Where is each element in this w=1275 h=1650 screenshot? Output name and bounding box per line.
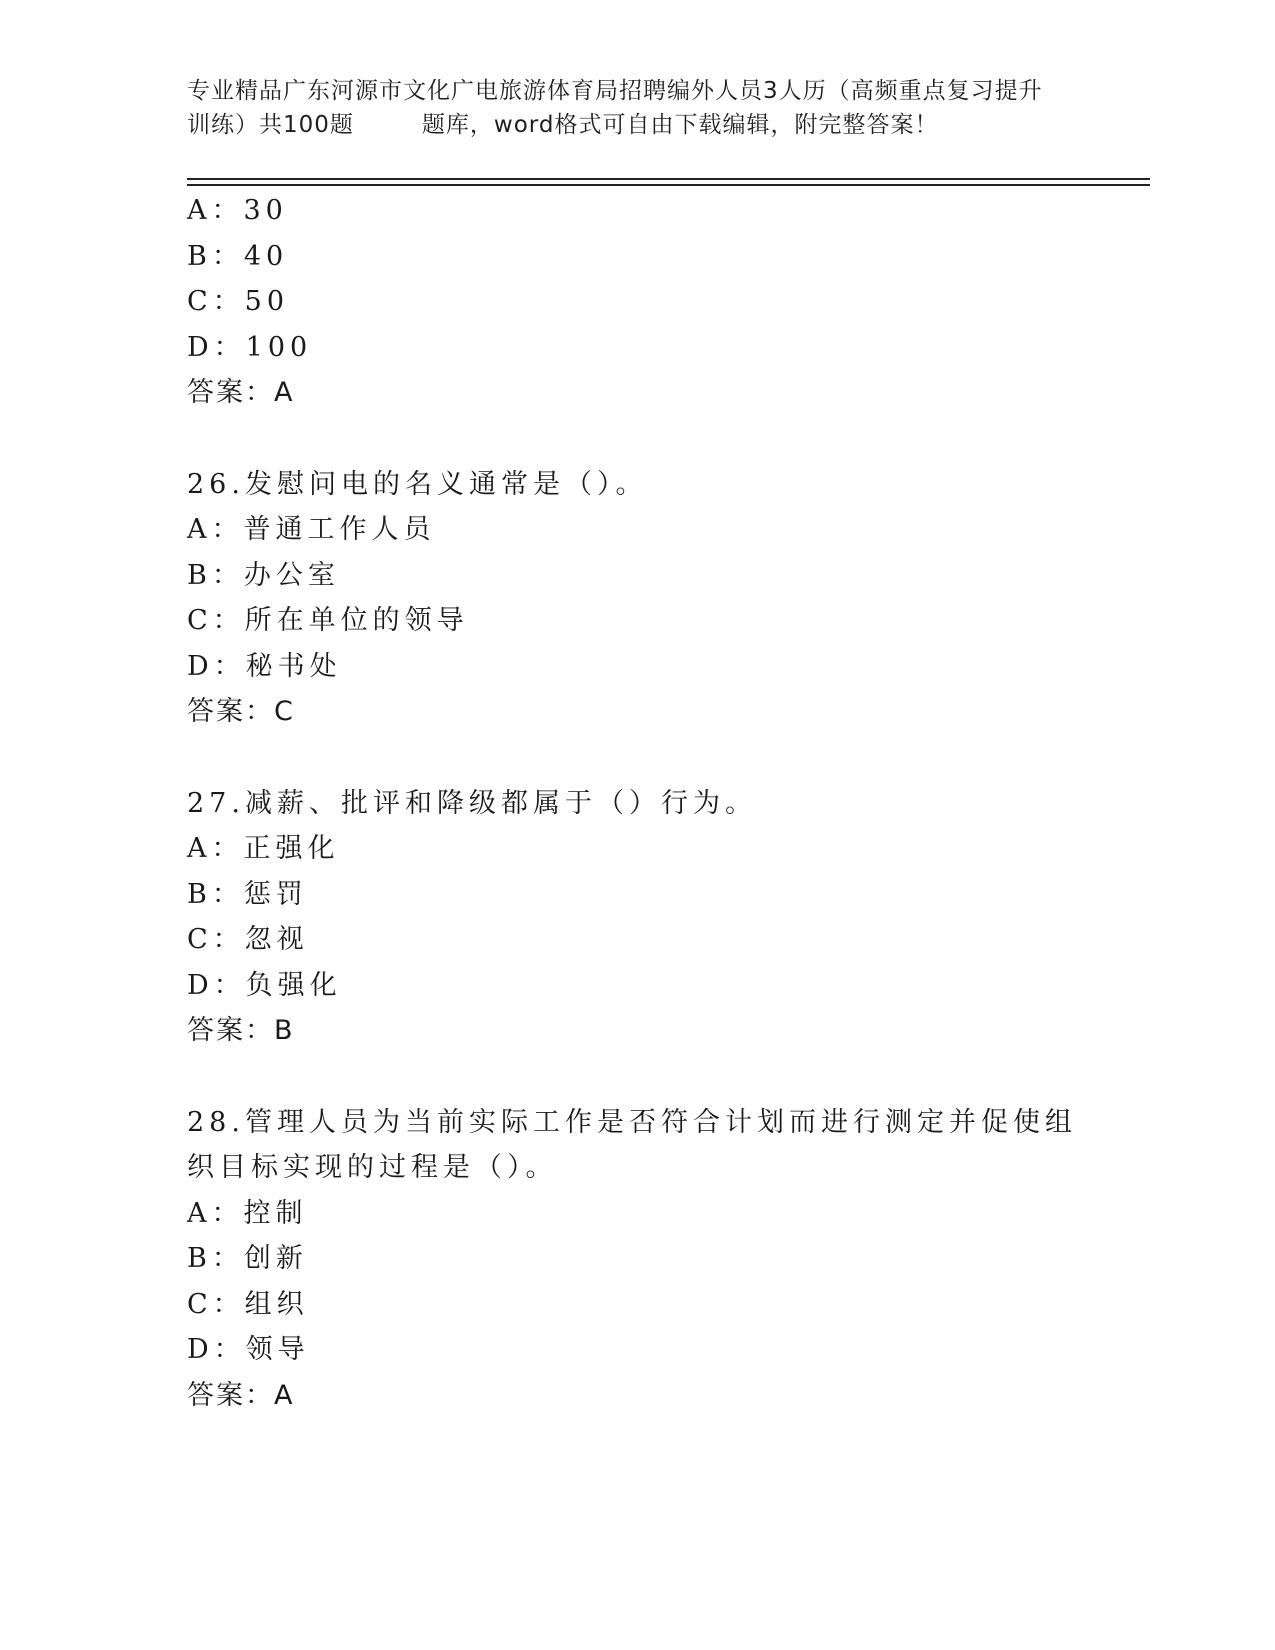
answer-line: 答案：A <box>187 1379 295 1411</box>
option-text: 领导 <box>245 1334 310 1365</box>
option-label: D： <box>187 969 246 1001</box>
question-spacer <box>187 1054 1087 1100</box>
header-line-1: 专业精品广东河源市文化广电旅游体育局招聘编外人员3人历（高频重点复习提升 <box>187 78 1043 104</box>
header-line-2b: 题库，word格式可自由下载编辑，附完整答案！ <box>421 112 939 138</box>
option-label: A： <box>187 195 244 226</box>
option-label: D： <box>187 331 246 363</box>
answer-line: 答案：A <box>187 377 295 408</box>
option-label: C： <box>187 605 245 636</box>
option-d <box>187 963 1087 1009</box>
question-spacer <box>187 735 1087 781</box>
option-b <box>187 872 1087 918</box>
option-text: 惩罚 <box>243 878 308 910</box>
option-c <box>187 598 1087 644</box>
option-label: B： <box>187 1243 244 1274</box>
option-label: A： <box>187 514 244 545</box>
option-a <box>187 188 1087 234</box>
question-26 <box>187 462 1087 735</box>
question-text: 27.减薪、批评和降级都属于（）行为。 <box>187 787 757 819</box>
question-28 <box>187 1100 1087 1419</box>
option-label: C： <box>187 1288 245 1320</box>
option-b <box>187 234 1087 280</box>
question-27 <box>187 781 1087 1054</box>
question-spacer <box>187 416 1087 462</box>
option-c <box>187 1282 1087 1328</box>
document-header <box>187 74 1087 142</box>
option-text: 普通工作人员 <box>243 514 436 545</box>
option-b <box>187 553 1087 599</box>
question-text: 26.发慰问电的名义通常是（）。 <box>187 468 648 500</box>
option-text: 办公室 <box>243 559 340 591</box>
option-text: 40 <box>243 240 289 272</box>
option-c <box>187 279 1087 325</box>
option-label: C： <box>187 286 245 317</box>
option-label: D： <box>187 1334 246 1365</box>
option-text: 50 <box>244 286 290 317</box>
option-label: B： <box>187 559 244 591</box>
option-a <box>187 1191 1087 1237</box>
option-text: 正强化 <box>243 833 340 864</box>
header-rule-bottom <box>187 184 1150 186</box>
question-list <box>187 188 1087 1418</box>
option-text: 组织 <box>244 1288 309 1320</box>
option-text: 负强化 <box>245 969 342 1001</box>
option-a <box>187 826 1087 872</box>
option-label: B： <box>187 240 244 272</box>
header-line-2 <box>187 108 1087 142</box>
question-text: 28.管理人员为当前实际工作是否符合计划而进行测定并促使组织目标实现的过程是（）。 <box>187 1106 1077 1183</box>
option-text: 30 <box>243 195 288 226</box>
answer-line: 答案：B <box>187 1015 295 1046</box>
option-text: 忽视 <box>244 924 309 955</box>
previous-question-tail <box>187 188 1087 416</box>
option-text: 创新 <box>243 1243 308 1274</box>
option-text: 控制 <box>243 1197 308 1229</box>
option-d <box>187 644 1087 690</box>
option-d <box>187 325 1087 371</box>
header-rule-top <box>187 178 1150 180</box>
header-line-2a: 训练）共100题 <box>187 112 354 138</box>
option-c <box>187 917 1087 963</box>
option-text: 秘书处 <box>245 650 342 682</box>
option-label: A： <box>187 1197 244 1229</box>
option-label: A： <box>187 833 244 864</box>
option-label: C： <box>187 924 245 955</box>
option-label: D： <box>187 650 246 682</box>
option-d <box>187 1327 1087 1373</box>
option-text: 所在单位的领导 <box>244 605 469 636</box>
option-label: B： <box>187 878 244 910</box>
option-a <box>187 507 1087 553</box>
option-text: 100 <box>245 331 313 363</box>
option-b <box>187 1236 1087 1282</box>
answer-line: 答案：C <box>187 696 295 727</box>
